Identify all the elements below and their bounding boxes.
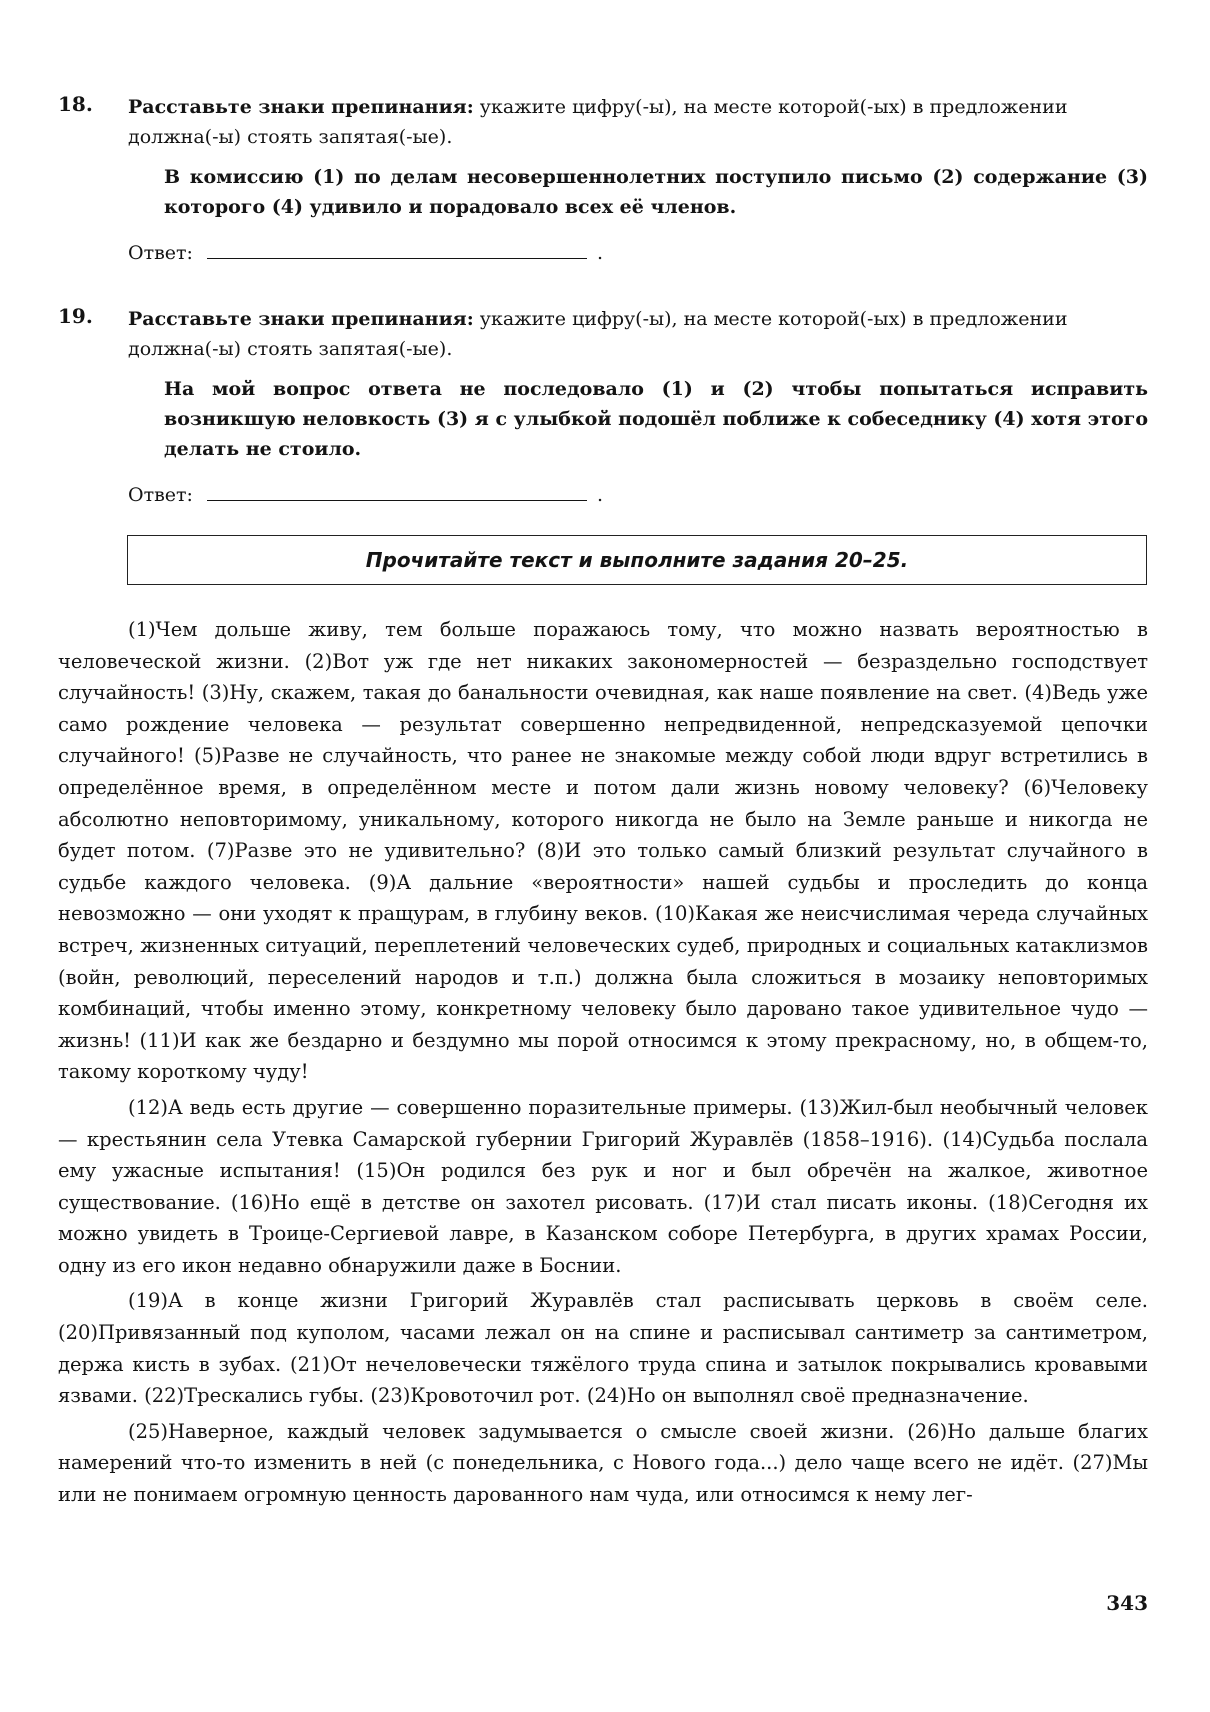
instruction-bold: Расставьте знаки препинания: xyxy=(128,96,474,118)
text-paragraph: (19)А в конце жизни Григорий Журавлёв стал расписывать церковь в своём селе. (20)Привязанный под куполом, часами лежал он на спине и расписывал сантиметр за сантиметром, держа кисть в зубах. (21)От нечеловечески тяжёлого труда спина и затылок покрывались кровавыми язвами. (22)Трескались губы. (23)Кровоточил рот. (24)Но он выполнял своё предназначение. xyxy=(58,1289,1148,1408)
task-19 xyxy=(58,304,1148,510)
answer-end: . xyxy=(596,484,603,506)
task-number: 18. xyxy=(58,92,93,116)
answer-end: . xyxy=(596,242,603,264)
answer-label: Ответ: xyxy=(128,484,193,506)
task-number: 19. xyxy=(58,304,93,328)
instruction-box xyxy=(127,535,1147,585)
text-paragraph: (12)А ведь есть другие — совершенно поразительные примеры. (13)Жил-был необычный человек — крестьянин села Утевка Самарской губернии Григорий Журавлёв (1858–1916). (14)Судьба послала ему ужасные испытания! (15)Он родился без рук и ног и был обречён на жалкое, животное существование. (16)Но ещё в детстве он захотел рисовать. (17)И стал писать иконы. (18)Сегодня их можно увидеть в Троице-Сергиевой лавре, в Казанском соборе Петербурга, в других храмах России, одну из его икон недавно обнаружили даже в Боснии. xyxy=(58,1095,1148,1277)
task-18 xyxy=(58,92,1148,268)
answer-field[interactable] xyxy=(207,236,587,259)
answer-row xyxy=(128,478,1148,510)
task-sentence: На мой вопрос ответа не последовало (1) и (2) чтобы попытаться исправить возникшую неловкость (3) я с улыбкой подошёл поближе к собеседнику (4) хотя этого делать не стоило. xyxy=(164,378,1148,460)
instruction-box-title: Прочитайте текст и выполните задания 20–25. xyxy=(365,548,909,572)
task-sentence: В комиссию (1) по делам несовершеннолетних поступило письмо (2) содержание (3) которого (4) удивило и порадовало всех её членов. xyxy=(164,166,1148,218)
instruction-text: укажите цифру(-ы), на месте которой(-ых) в предложении должна(-ы) стоять запятая(-ые). xyxy=(128,96,1068,148)
task-instruction xyxy=(128,304,1148,364)
text-paragraph: (1)Чем дольше живу, тем больше поражаюсь тому, что можно назвать вероятностью в человеческой жизни. (2)Вот уж где нет никаких закономерностей — безраздельно господствует случайность! (3)Ну, скажем, такая до банальности очевидная, как наше появление на свет. (4)Ведь уже само рождение человека — результат совершенно непредвиденной, непредсказуемой цепочки случайного! (5)Разве не случайность, что ранее не знакомые между собой люди вдруг встретились в определённое время, в определённом месте и потом дали жизнь новому человеку? (6)Человеку абсолютно неповторимому, уникальному, которого никогда не было на Земле раньше и никогда не будет потом. (7)Разве это не удивительно? (8)И это только самый близкий результат случайного в судьбе каждого человека. (9)А дальние «вероятности» нашей судьбы и проследить до конца невозможно — они уходят к пращурам, в глубину веков. (10)Какая же неисчислимая череда случайных встреч, жизненных ситуаций, переплетений человеческих судеб, природных и социальных катаклизмов (войн, революций, переселений народов и т.п.) должна была сложиться в мозаику неповторимых комбинаций, чтобы именно этому, конкретному человеку было даровано такое удивительное чудо — жизнь! (11)И как же бездарно и бездумно мы порой относимся к этому прекрасному, но, в общем-то, такому короткому чуду! xyxy=(58,618,1148,1084)
instruction-bold: Расставьте знаки препинания: xyxy=(128,308,474,330)
page-number: 343 xyxy=(1106,1591,1148,1615)
answer-label: Ответ: xyxy=(128,242,193,264)
reading-text xyxy=(58,614,1148,1515)
text-paragraph: (25)Наверное, каждый человек задумывается о смысле своей жизни. (26)Но дальше благих намерений что-то изменить в ней (с понедельника, с Нового года...) дело чаще всего не идёт. (27)Мы или не понимаем огромную ценность дарованного нам чуда, или относимся к нему лег- xyxy=(58,1419,1148,1507)
answer-field[interactable] xyxy=(207,478,587,501)
task-instruction xyxy=(128,92,1148,152)
instruction-text: укажите цифру(-ы), на месте которой(-ых) в предложении должна(-ы) стоять запятая(-ые). xyxy=(128,308,1068,360)
answer-row xyxy=(128,236,1148,268)
